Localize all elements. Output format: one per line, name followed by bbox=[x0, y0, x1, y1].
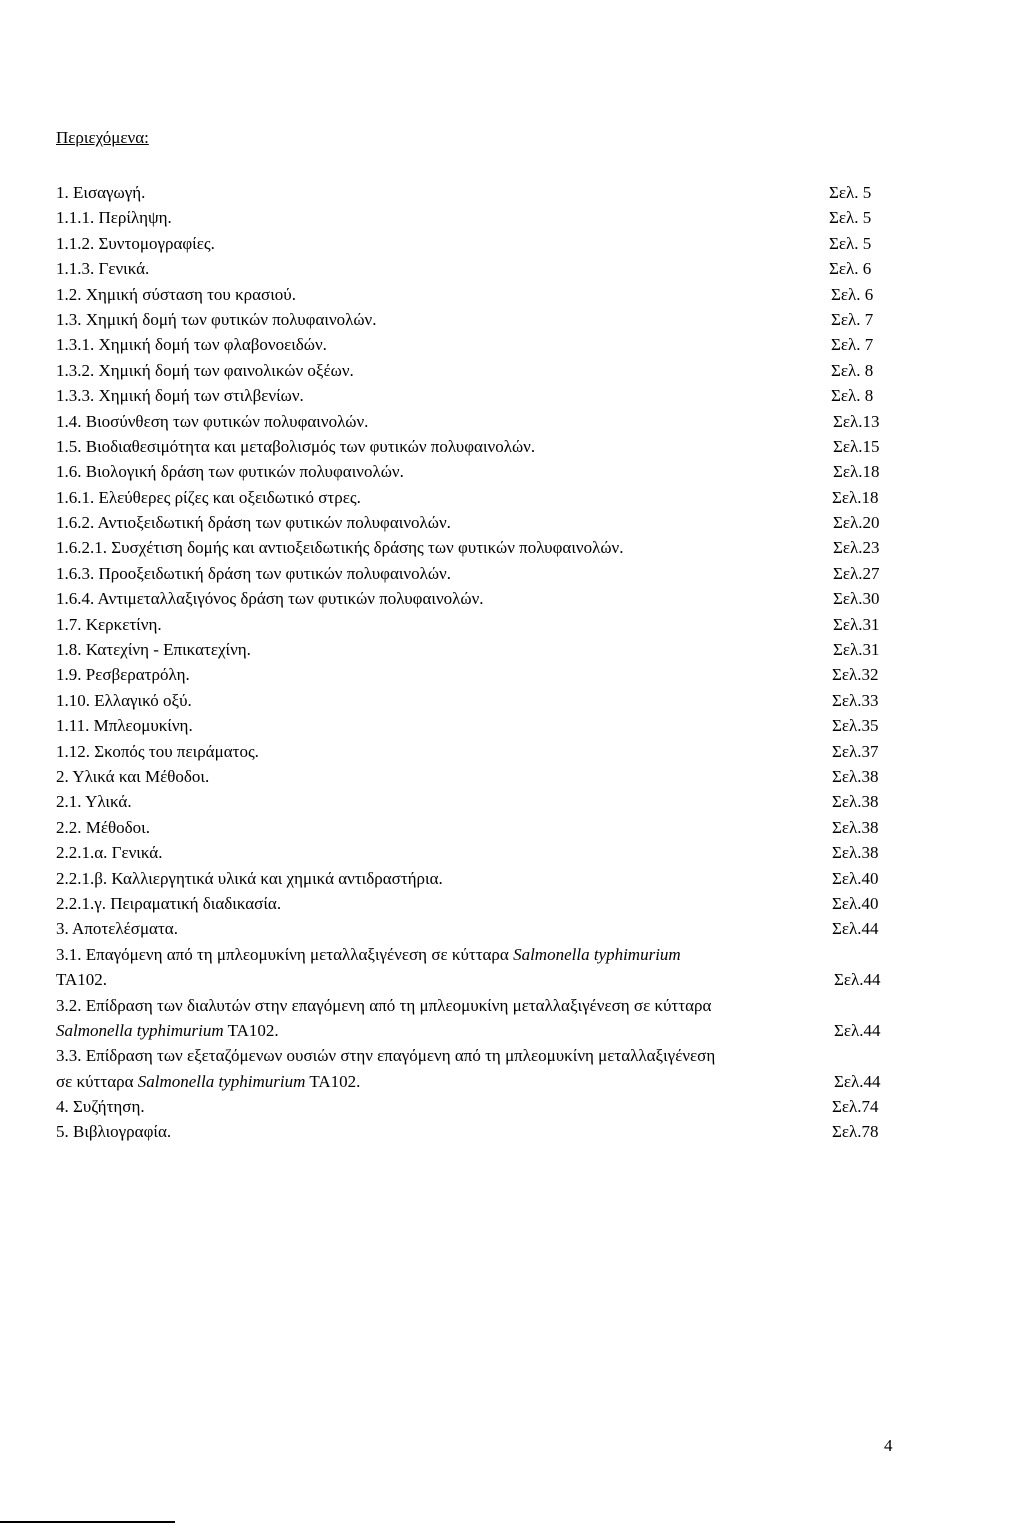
toc-entry-text: 1.5. Βιοδιαθεσιμότητα και μεταβολισμός των φυτικών πολυφαινολών. bbox=[56, 436, 536, 456]
toc-entry bbox=[56, 840, 956, 865]
toc-entry-page: Σελ.13 bbox=[833, 411, 880, 431]
toc-entry-text: 1.3.1. Χημική δομή των φλαβονοειδών. bbox=[56, 335, 327, 355]
toc-entry-text: 1.1.2. Συντομογραφίες. bbox=[56, 233, 215, 253]
toc-entry bbox=[56, 561, 956, 586]
toc-entry-page: Σελ. 5 bbox=[829, 233, 872, 253]
toc-entry-page: Σελ.44 bbox=[834, 1020, 881, 1040]
toc-entry bbox=[56, 358, 956, 383]
toc-entry-text: 2.1. Υλικά. bbox=[56, 792, 132, 812]
toc-entry-page: Σελ. 5 bbox=[829, 183, 872, 202]
toc-entry-page: Σελ.44 bbox=[834, 1071, 881, 1091]
toc-entry-page: Σελ.38 bbox=[832, 766, 879, 786]
toc-entry-page: Σελ.18 bbox=[832, 487, 879, 507]
toc-entry bbox=[56, 434, 956, 459]
toc-entry-text: 1.6.3. Προοξειδωτική δράση των φυτικών πολυφαινολών. bbox=[56, 563, 451, 583]
toc-entry-page: Σελ.23 bbox=[833, 538, 880, 558]
toc-entry-page: Σελ.18 bbox=[833, 462, 880, 482]
toc-entry-page: Σελ.74 bbox=[832, 1097, 879, 1117]
toc-entry-text: 1.2. Χημική σύσταση του κρασιού. bbox=[56, 284, 296, 304]
toc-entry bbox=[56, 612, 956, 637]
toc-entry-page: Σελ.35 bbox=[832, 716, 879, 736]
toc-entry bbox=[56, 383, 956, 408]
toc-entry-page: Σελ.38 bbox=[832, 817, 879, 837]
toc-entry-page: Σελ.38 bbox=[832, 792, 879, 812]
toc-entry-text: 3.2. Επίδραση των διαλυτών στην επαγόμενη από τη μπλεομυκίνη μεταλλαξιγένεση σε κύτταρα bbox=[56, 995, 712, 1015]
toc-entry-page: Σελ. 7 bbox=[831, 335, 874, 355]
toc-entry bbox=[56, 256, 956, 281]
toc-entry-text: 1.6. Βιολογική δράση των φυτικών πολυφαινολών. bbox=[56, 462, 404, 482]
toc-entry-text: 1.10. Ελλαγικό οξύ. bbox=[56, 690, 192, 710]
toc-entry bbox=[56, 485, 956, 510]
toc-entry bbox=[56, 205, 956, 230]
toc-entry bbox=[56, 1043, 956, 1068]
toc-entry-text: 1.7. Κερκετίνη. bbox=[56, 614, 162, 634]
toc-entry-text: 1.12. Σκοπός του πειράματος. bbox=[56, 741, 259, 761]
toc-entry-page: Σελ.44 bbox=[834, 970, 881, 990]
page-number: 4 bbox=[884, 1436, 893, 1455]
toc-entry-page: Σελ.31 bbox=[833, 614, 880, 634]
toc-entry-page: Σελ.40 bbox=[832, 868, 879, 888]
toc-entry bbox=[56, 332, 956, 357]
scan-edge-mark bbox=[0, 1521, 175, 1523]
toc-entry bbox=[56, 789, 956, 814]
toc-entry-page: Σελ.31 bbox=[833, 640, 880, 660]
toc-entry-continuation bbox=[56, 1069, 956, 1094]
toc-entry bbox=[56, 586, 956, 611]
toc-entry-text: 2. Υλικά και Μέθοδοι. bbox=[56, 766, 210, 786]
toc-entry-text: TA102. bbox=[305, 1071, 361, 1091]
toc-entry bbox=[56, 739, 956, 764]
toc-entry bbox=[56, 688, 956, 713]
toc-entry-text: 1.1.1. Περίληψη. bbox=[56, 208, 172, 228]
toc-entry-text: σε κύτταρα bbox=[56, 1071, 138, 1091]
toc-entry bbox=[56, 1094, 956, 1119]
toc-entry-page: Σελ.32 bbox=[832, 665, 879, 685]
toc-entry bbox=[56, 510, 956, 535]
toc-entry bbox=[56, 535, 956, 560]
toc-entry-text: 5. Βιβλιογραφία. bbox=[56, 1122, 172, 1142]
toc-entry-text: 3.1. Επαγόμενη από τη μπλεομυκίνη μεταλλαξιγένεση σε κύτταρα bbox=[56, 944, 514, 964]
toc-entry-page: Σελ.20 bbox=[833, 513, 880, 533]
toc-entry bbox=[56, 662, 956, 687]
toc-entry-page: Σελ. 8 bbox=[831, 386, 874, 406]
toc-entry bbox=[56, 713, 956, 738]
toc-entry-page: Σελ.37 bbox=[832, 741, 879, 761]
toc-entry-page: Σελ.33 bbox=[832, 690, 879, 710]
toc-entry bbox=[56, 180, 956, 205]
toc-entry-page: Σελ.15 bbox=[833, 436, 880, 456]
toc-entry-text: 1.6.1. Ελεύθερες ρίζες και οξειδωτικό στρες. bbox=[56, 487, 361, 507]
toc-entry bbox=[56, 459, 956, 484]
toc-entry-text: 3.3. Επίδραση των εξεταζόμενων ουσιών στην επαγόμενη από τη μπλεομυκίνη μεταλλαξιγένεση bbox=[56, 1046, 716, 1066]
species-name: Salmonella typhimurium bbox=[513, 944, 681, 964]
toc-entry-page: Σελ. 8 bbox=[831, 360, 874, 380]
toc-entry-text: 2.2.1.γ. Πειραματική διαδικασία. bbox=[56, 893, 282, 913]
table-of-contents bbox=[56, 180, 956, 1145]
toc-entry-text: 1.6.2. Αντιοξειδωτική δράση των φυτικών πολυφαινολών. bbox=[56, 513, 451, 533]
toc-entry-text: 1.3. Χημική δομή των φυτικών πολυφαινολών. bbox=[56, 309, 377, 329]
toc-entry bbox=[56, 916, 956, 941]
toc-entry-text: 1.6.2.1. Συσχέτιση δομής και αντιοξειδωτικής δράσης των φυτικών πολυφαινολών. bbox=[56, 538, 624, 558]
toc-entry bbox=[56, 637, 956, 662]
toc-entry bbox=[56, 409, 956, 434]
toc-entry-text: 2.2.1.β. Καλλιεργητικά υλικά και χημικά αντιδραστήρια. bbox=[56, 868, 443, 888]
toc-entry bbox=[56, 764, 956, 789]
toc-entry bbox=[56, 307, 956, 332]
toc-entry-text: 1.6.4. Αντιμεταλλαξιγόνος δράση των φυτικών πολυφαινολών. bbox=[56, 589, 484, 609]
toc-entry bbox=[56, 1119, 956, 1144]
toc-entry bbox=[56, 815, 956, 840]
toc-entry-text: 1.3.2. Χημική δομή των φαινολικών οξέων. bbox=[56, 360, 354, 380]
species-name: Salmonella typhimurium bbox=[137, 1071, 306, 1091]
toc-entry bbox=[56, 231, 956, 256]
toc-entry-text: TA102. bbox=[56, 970, 108, 990]
toc-entry-text: 3. Αποτελέσματα. bbox=[56, 919, 178, 939]
toc-entry bbox=[56, 866, 956, 891]
toc-entry-text: 4. Συζήτηση. bbox=[56, 1097, 145, 1117]
toc-entry-text: 1. Εισαγωγή. bbox=[56, 183, 146, 202]
toc-entry-page: Σελ.30 bbox=[833, 589, 880, 609]
toc-entry-page: Σελ.44 bbox=[832, 919, 879, 939]
toc-entry-page: Σελ.40 bbox=[832, 893, 879, 913]
toc-entry-text: 2.2.1.α. Γενικά. bbox=[56, 843, 163, 863]
toc-entry-page: Σελ. 5 bbox=[829, 208, 872, 228]
toc-entry-page: Σελ.27 bbox=[833, 563, 880, 583]
toc-entry-text: 2.2. Μέθοδοι. bbox=[56, 817, 150, 837]
toc-entry-page: Σελ. 6 bbox=[829, 259, 872, 279]
toc-entry bbox=[56, 942, 956, 967]
toc-entry-text: TA102. bbox=[223, 1020, 279, 1040]
toc-entry-text: 1.3.3. Χημική δομή των στιλβενίων. bbox=[56, 386, 304, 406]
toc-entry-text: 1.1.3. Γενικά. bbox=[56, 259, 150, 279]
toc-title: Περιεχόμενα: bbox=[56, 128, 149, 147]
toc-entry-page: Σελ. 7 bbox=[831, 309, 874, 329]
toc-entry-text: 1.9. Ρεσβερατρόλη. bbox=[56, 665, 190, 685]
toc-entry-page: Σελ. 6 bbox=[831, 284, 874, 304]
toc-entry-text: 1.4. Βιοσύνθεση των φυτικών πολυφαινολών. bbox=[56, 411, 369, 431]
toc-entry-continuation bbox=[56, 1018, 956, 1043]
toc-entry bbox=[56, 891, 956, 916]
species-name: Salmonella typhimurium bbox=[56, 1020, 224, 1040]
toc-entry bbox=[56, 282, 956, 307]
toc-entry-text: 1.8. Κατεχίνη - Επικατεχίνη. bbox=[56, 640, 251, 660]
toc-entry-continuation bbox=[56, 967, 956, 992]
toc-entry-page: Σελ.38 bbox=[832, 843, 879, 863]
toc-entry bbox=[56, 993, 956, 1018]
toc-entry-page: Σελ.78 bbox=[832, 1122, 879, 1142]
toc-entry-text: 1.11. Μπλεομυκίνη. bbox=[56, 716, 193, 736]
